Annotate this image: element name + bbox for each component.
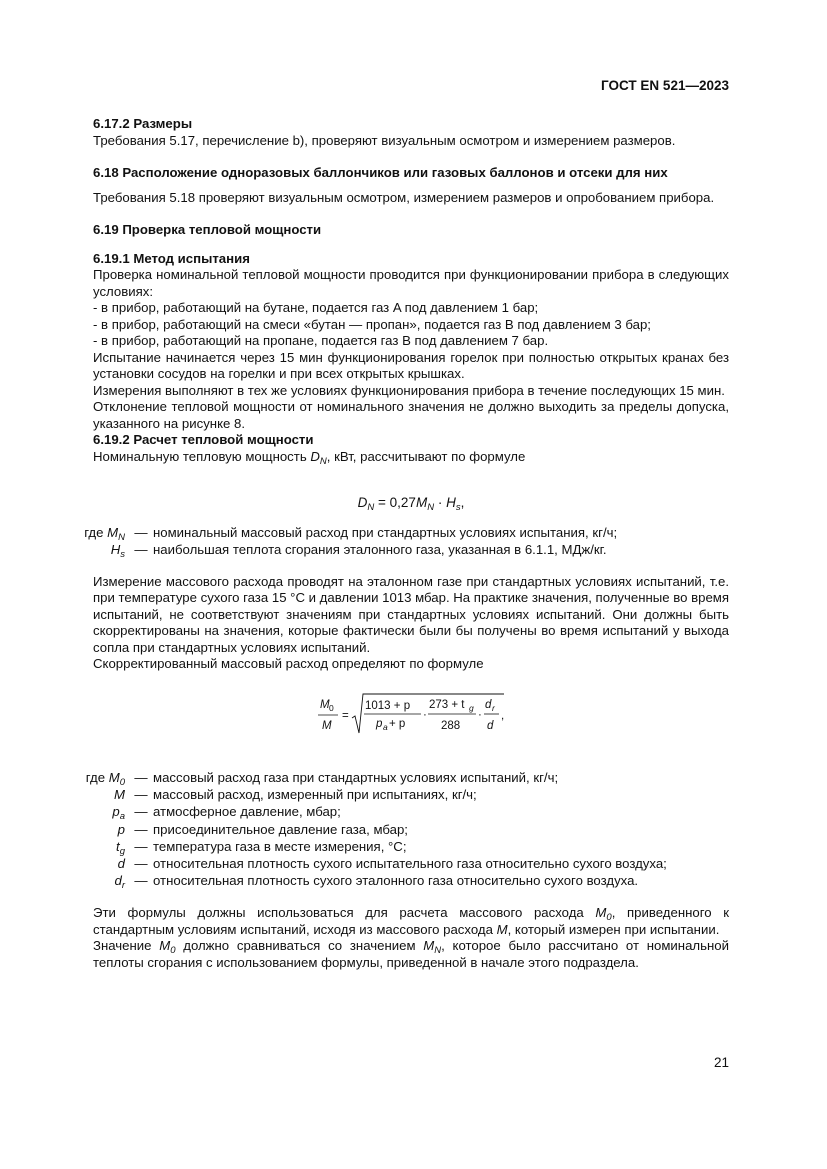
list-item: - в прибор, работающий на бутане, подается газ A под давлением 1 бар; (93, 300, 539, 315)
legend-row: $H_s$ — наибольшая теплота сгорания эталонного газа, указанная в 6.1.1, МДж/кг. (110, 541, 607, 560)
svg-text:d: d (485, 698, 492, 711)
svg-text:g: g (469, 702, 474, 713)
svg-text:M: M (320, 698, 330, 711)
legend-row: где $M_0$ — массовый расход газа при стандартных условиях испытаний, кг/ч; (85, 769, 559, 788)
svg-text:p: p (376, 717, 383, 730)
svg-text:·: · (478, 708, 482, 721)
section-6-19-2-paragraph: Скорректированный массовый расход определяют по формуле (93, 656, 484, 672)
svg-text:273 + t: 273 + t (429, 698, 465, 711)
svg-text:288: 288 (441, 719, 461, 732)
svg-text:·: · (423, 708, 427, 721)
document-header: ГОСТ EN 521—2023 (601, 78, 729, 93)
section-6-19-2-intro: Номинальную тепловую мощность $D_N$, кВт, рассчитывают по формуле (93, 448, 526, 467)
section-6-19-title: 6.19 Проверка тепловой мощности (93, 222, 322, 237)
legend-row: M — массовый расход, измеренный при испытаниях, кг/ч; (114, 787, 477, 803)
section-6-19-2-paragraph: Эти формулы должны использоваться для расчета массового расхода $M_0$, приведенного к стандартным условиям испытаний, исходя из массового расхода M, который измерен при испытании. (93, 905, 729, 937)
section-6-19-2-paragraph: Значение $M_0$ должно сравниваться со значением $M_N$, которое было рассчитано от номинальной теплоты сгорания с использованием формулы, приведенной в начале этого подраздела. (93, 938, 729, 970)
legend-row: $p_a$ — атмосферное давление, мбар; (112, 804, 341, 823)
formula-legend-1 (60, 524, 729, 558)
list-item: - в прибор, работающий на пропане, подается газ B под давлением 7 бар. (93, 333, 549, 348)
svg-text:r: r (492, 702, 495, 713)
legend-row: $d_r$ — относительная плотность сухого эталонного газа относительно сухого воздуха. (114, 873, 639, 892)
svg-text:1013 + p: 1013 + p (365, 699, 411, 712)
section-6-19-1-paragraph: Отклонение тепловой мощности от номинального значения не должно выходить за пределы допуска, указанного на рисунке 8. (93, 399, 729, 431)
list-item: - в прибор, работающий на смеси «бутан — пропан», подается газ B под давлением 3 бар; (93, 316, 651, 332)
section-6-19-1-paragraph: Испытание начинается через 15 мин функционирования горелок при полностью открытых кранах без установки сосудов на горелки и при всех открытых крышках. (93, 349, 729, 381)
legend-row: $t_g$ — температура газа в месте измерения, °C; (116, 838, 407, 857)
section-6-17-2-text: Требования 5.17, перечисление b), проверяют визуальным осмотром и измерением размеров. (93, 132, 676, 148)
formula-legend-2 (60, 769, 729, 892)
section-6-19-2-title: 6.19.2 Расчет тепловой мощности (93, 432, 314, 447)
section-6-19-1-intro: Проверка номинальной тепловой мощности проводится при функционировании прибора в следующих условиях: (93, 267, 729, 299)
formula-corrected-mass-flow (93, 691, 729, 739)
svg-text:0: 0 (329, 702, 334, 713)
svg-text:M: M (322, 719, 332, 732)
section-6-18-text: Требования 5.18 проверяют визуальным осмотром, измерением размеров и опробованием прибора. (93, 189, 715, 205)
formula-nominal-heat-input: $D_N = 0,27M_N \cdot H_s$, (357, 495, 465, 513)
legend-row: p — присоединительное давление газа, мбар; (117, 821, 408, 837)
section-6-19-1-paragraph: Измерения выполняют в тех же условиях функционирования прибора в течение последующих 15 мин. (93, 382, 725, 398)
page-number: 21 (713, 1055, 729, 1070)
svg-text:d: d (487, 719, 494, 732)
page-body (84, 116, 730, 971)
legend-row: d — относительная плотность сухого испытательного газа относительно сухого воздуха; (117, 855, 667, 871)
section-6-19-1-title: 6.19.1 Метод испытания (93, 250, 250, 266)
section-6-18-title: 6.18 Расположение одноразовых баллончиков или газовых баллонов и отсеки для них (93, 165, 668, 180)
section-6-17-2-title: 6.17.2 Размеры (93, 116, 193, 131)
legend-row: где $M_N$ — номинальный массовый расход при стандартных условиях испытания, кг/ч; (84, 524, 618, 543)
svg-text:=: = (342, 709, 349, 722)
svg-text:+ p: + p (389, 717, 406, 730)
section-6-19-2-paragraph: Измерение массового расхода проводят на эталонном газе при стандартных условиях испытаний, т.е. при температуре сухого газа 15 °C и давлении 1013 мбар. На практике значения, полученные во время испытаний, не соответствуют значениям при стандартных условиях испытаний. Они должны быть скорректированы на значения, которые фактически были бы получены во время испытаний у выхода сопла при стандартных условиях испытаний. (93, 573, 730, 655)
svg-text:a: a (383, 721, 388, 732)
svg-text:,: , (501, 709, 505, 722)
formula-graphic (316, 691, 506, 739)
